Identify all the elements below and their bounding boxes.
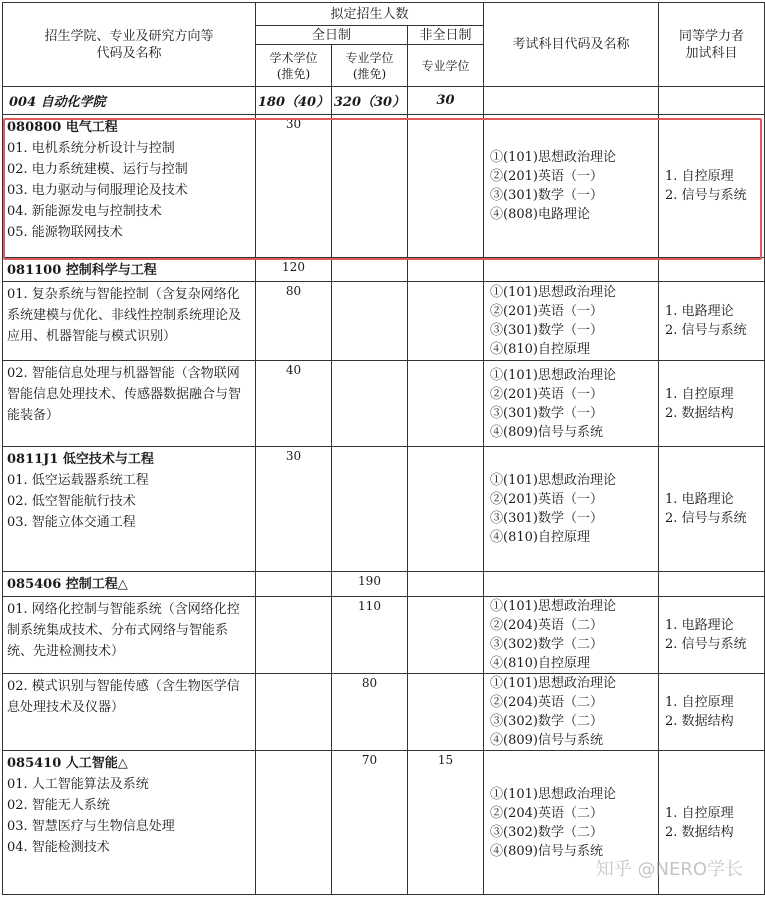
parttime-count [408, 674, 484, 751]
program-cell [3, 361, 256, 447]
parttime-count [408, 282, 484, 361]
exam-subject: ①(101)思想政治理论 [490, 599, 616, 614]
exam-subject: ①(101)思想政治理论 [490, 285, 616, 300]
exam-subject: ③(301)数学（一） [490, 188, 603, 203]
exam-cell [484, 115, 659, 258]
extra-subject: 1. 自控原理 [665, 695, 734, 710]
program-title: 080800 电气工程 [7, 120, 118, 135]
table-row [3, 447, 765, 572]
exam-cell [484, 597, 659, 674]
extra-subject: 2. 数据结构 [665, 405, 734, 421]
exam-subject: ①(101)思想政治理论 [490, 150, 616, 165]
table-row [3, 597, 765, 674]
parttime-count [408, 361, 484, 447]
table-row [3, 282, 765, 361]
exam-subject: ④(810)自控原理 [490, 530, 590, 545]
extra-subject: 1. 电路理论 [665, 304, 734, 319]
program-title: 085406 控制工程△ [7, 577, 128, 592]
table-body [3, 115, 765, 895]
header-academic-line1: 学术学位 [269, 50, 318, 65]
program-cell [3, 597, 256, 674]
extra-exam-cell [659, 361, 765, 447]
academic-count [256, 597, 332, 674]
exam-subject: ①(101)思想政治理论 [490, 473, 616, 488]
professional-count [332, 361, 408, 447]
header-parttime-prof: 专业学位 [408, 45, 484, 87]
academic-count: 30 [256, 447, 332, 572]
program-title: 085410 人工智能△ [7, 756, 128, 771]
professional-count: 80 [332, 674, 408, 751]
exam-subject: ②(204)英语（二） [490, 695, 603, 710]
header-program [3, 3, 256, 87]
exam-subject: ④(810)自控原理 [490, 656, 590, 671]
header-extra [659, 3, 765, 87]
extra-exam-cell [659, 115, 765, 258]
professional-count: 190 [332, 572, 408, 597]
table-row [3, 361, 765, 447]
extra-subject: 1. 自控原理 [665, 805, 734, 821]
academic-count [256, 674, 332, 751]
exam-subject: ②(204)英语（二） [490, 618, 603, 633]
exam-subject: ④(810)自控原理 [490, 342, 590, 357]
research-direction: 02. 模式识别与智能传感（含生物医学信息处理技术及仪器） [7, 679, 240, 715]
exam-cell [484, 674, 659, 751]
exam-subject: ②(201)英语（一） [490, 304, 603, 319]
program-cell [3, 115, 256, 258]
college-extra [659, 87, 765, 115]
research-direction: 01. 电机系统分析设计与控制 [7, 141, 175, 156]
header-professional-line2: (推免) [352, 66, 387, 81]
research-direction: 01. 低空运载器系统工程 [7, 473, 149, 488]
program-cell [3, 282, 256, 361]
exam-subject: ④(809)信号与系统 [490, 733, 603, 748]
exam-subject: ①(101)思想政治理论 [490, 786, 616, 802]
academic-count: 30 [256, 115, 332, 258]
extra-exam-cell [659, 674, 765, 751]
academic-count [256, 751, 332, 895]
header-parttime: 非全日制 [408, 26, 484, 45]
header-extra-line1: 同等学力者 [679, 28, 745, 44]
admissions-table [2, 2, 765, 895]
extra-subject: 1. 自控原理 [665, 169, 734, 184]
research-direction: 02. 低空智能航行技术 [7, 494, 136, 509]
research-direction: 02. 智能无人系统 [7, 798, 110, 813]
exam-subject: ③(302)数学（二） [490, 714, 603, 729]
exam-subject: ③(301)数学（一） [490, 511, 603, 526]
exam-cell [484, 258, 659, 282]
research-direction: 05. 能源物联网技术 [7, 225, 123, 240]
program-title: 0811J1 低空技术与工程 [7, 452, 154, 467]
extra-exam-cell [659, 447, 765, 572]
research-direction: 02. 电力系统建模、运行与控制 [7, 162, 188, 177]
header-academic [256, 45, 332, 87]
extra-subject: 2. 数据结构 [665, 824, 734, 840]
college-exam [484, 87, 659, 115]
exam-cell [484, 282, 659, 361]
extra-subject: 1. 电路理论 [665, 492, 734, 507]
exam-cell [484, 572, 659, 597]
header-professional [332, 45, 408, 87]
exam-subject: ④(809)信号与系统 [490, 843, 603, 859]
exam-subject: ④(808)电路理论 [490, 207, 590, 222]
exam-subject: ③(301)数学（一） [490, 323, 603, 338]
professional-count: 110 [332, 597, 408, 674]
program-cell [3, 572, 256, 597]
research-direction: 01. 网络化控制与智能系统（含网络化控制系统集成技术、分布式网络与智能系统、先进检测技术） [7, 602, 240, 659]
table-row [3, 572, 765, 597]
program-cell [3, 674, 256, 751]
academic-count: 80 [256, 282, 332, 361]
header-extra-line2: 加试科目 [685, 45, 738, 61]
research-direction: 03. 智能立体交通工程 [7, 515, 136, 530]
college-professional: 320（30） [332, 87, 408, 115]
extra-subject: 1. 自控原理 [665, 386, 734, 402]
exam-subject: ④(809)信号与系统 [490, 424, 603, 440]
extra-subject: 2. 信号与系统 [665, 637, 747, 652]
exam-subject: ②(201)英语（一） [490, 169, 603, 184]
college-academic: 180（40） [256, 87, 332, 115]
extra-subject: 2. 数据结构 [665, 714, 734, 729]
academic-count: 120 [256, 258, 332, 282]
parttime-count [408, 447, 484, 572]
header-program-line1: 招生学院、专业及研究方向等 [44, 28, 214, 44]
extra-exam-cell [659, 258, 765, 282]
header-professional-line1: 专业学位 [345, 50, 394, 65]
extra-exam-cell [659, 282, 765, 361]
research-direction: 01. 人工智能算法及系统 [7, 777, 149, 792]
exam-subject: ③(302)数学（二） [490, 824, 603, 840]
exam-subject: ②(201)英语（一） [490, 386, 603, 402]
extra-subject: 2. 信号与系统 [665, 511, 747, 526]
exam-subject: ③(302)数学（二） [490, 637, 603, 652]
table-row [3, 258, 765, 282]
extra-exam-cell [659, 572, 765, 597]
program-cell [3, 751, 256, 895]
table-row [3, 115, 765, 258]
professional-count [332, 447, 408, 572]
research-direction: 01. 复杂系统与智能控制（含复杂网络化系统建模与优化、非线性控制系统理论及应用、机器智能与模式识别） [7, 287, 242, 344]
header-planned: 拟定招生人数 [256, 3, 484, 26]
exam-cell [484, 447, 659, 572]
header-academic-line2: (推免) [276, 66, 311, 81]
extra-subject: 2. 信号与系统 [665, 323, 747, 338]
header-exam: 考试科目代码及名称 [484, 3, 659, 87]
parttime-count [408, 597, 484, 674]
college-name: 004 自动化学院 [3, 87, 256, 115]
program-cell [3, 447, 256, 572]
extra-subject: 1. 电路理论 [665, 618, 734, 633]
exam-subject: ①(101)思想政治理论 [490, 367, 616, 383]
academic-count [256, 572, 332, 597]
header-program-line2: 代码及名称 [96, 45, 162, 61]
research-direction: 04. 智能检测技术 [7, 840, 110, 855]
exam-subject: ②(201)英语（一） [490, 492, 603, 507]
research-direction: 04. 新能源发电与控制技术 [7, 204, 162, 219]
professional-count [332, 282, 408, 361]
research-direction: 03. 电力驱动与伺服理论及技术 [7, 183, 188, 198]
table-row [3, 674, 765, 751]
exam-cell [484, 361, 659, 447]
research-direction: 03. 智慧医疗与生物信息处理 [7, 819, 175, 834]
header-fulltime: 全日制 [256, 26, 408, 45]
exam-subject: ③(301)数学（一） [490, 405, 603, 421]
extra-subject: 2. 信号与系统 [665, 188, 747, 203]
exam-subject: ②(204)英语（二） [490, 805, 603, 821]
watermark: 知乎 @NERO学长 [595, 859, 743, 880]
professional-count [332, 115, 408, 258]
parttime-count: 15 [408, 751, 484, 895]
extra-exam-cell [659, 597, 765, 674]
parttime-count [408, 258, 484, 282]
parttime-count [408, 572, 484, 597]
college-parttime: 30 [408, 87, 484, 115]
academic-count: 40 [256, 361, 332, 447]
research-direction: 02. 智能信息处理与机器智能（含物联网智能信息处理技术、传感器数据融合与智能装备） [7, 366, 242, 423]
parttime-count [408, 115, 484, 258]
program-title: 081100 控制科学与工程 [7, 263, 157, 278]
professional-count [332, 258, 408, 282]
exam-subject: ①(101)思想政治理论 [490, 676, 616, 691]
professional-count: 70 [332, 751, 408, 895]
program-cell [3, 258, 256, 282]
